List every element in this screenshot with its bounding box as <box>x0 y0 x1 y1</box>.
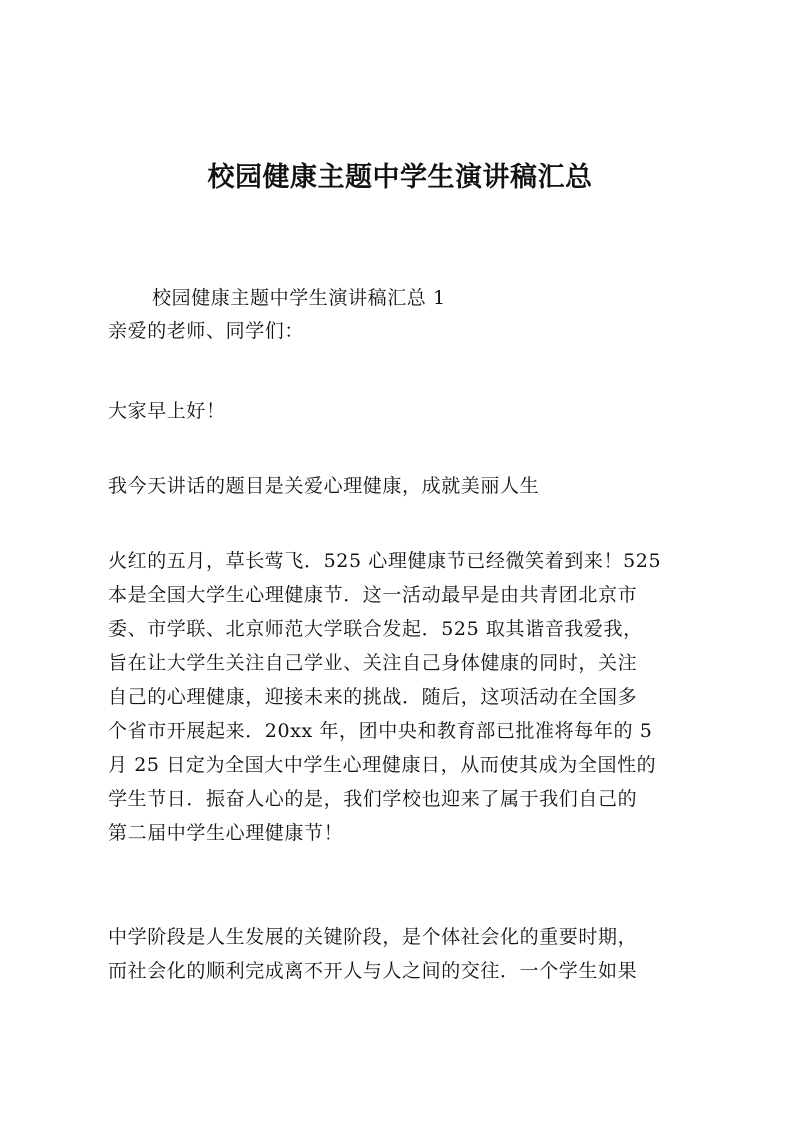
paragraph-line: 本是全国大学生心理健康节．这一活动最早是由共青团北京市 <box>108 584 638 606</box>
subtitle-line: 校园健康主题中学生演讲稿汇总 1 <box>152 287 446 309</box>
paragraph-line: 而社会化的顺利完成离不开人与人之间的交往．一个学生如果 <box>108 960 638 982</box>
body-paragraph-2 <box>108 920 698 988</box>
paragraph-line: 中学阶段是人生发展的关键阶段，是个体社会化的重要时期， <box>108 926 638 948</box>
speech-subtitle <box>108 281 698 315</box>
greeting-line: 亲爱的老师、同学们： <box>108 320 305 342</box>
paragraph-line: 委、市学联、北京师范大学联合发起．525 取其谐音我爱我， <box>108 618 643 640</box>
document-title: 校园健康主题中学生演讲稿汇总 <box>207 162 593 193</box>
paragraph-line: 第二届中学生心理健康节！ <box>108 822 344 844</box>
hello-paragraph <box>108 394 698 428</box>
paragraph-line: 月 25 日定为全国大中学生心理健康日，从而使其成为全国性的 <box>108 754 657 776</box>
paragraph-line: 旨在让大学生关注自己学业、关注自己身体健康的同时，关注 <box>108 652 638 674</box>
paragraph-line: 个省市开展起来．20xx 年，团中央和教育部已批准将每年的 5 <box>108 720 653 742</box>
hello-line: 大家早上好！ <box>108 400 226 422</box>
paragraph-line: 学生节日．振奋人心的是，我们学校也迎来了属于我们自己的 <box>108 788 638 810</box>
paragraph-line: 火红的五月，草长莺飞．525 心理健康节已经微笑着到来！525 <box>108 550 662 572</box>
body-paragraph-1 <box>108 544 698 850</box>
topic-line: 我今天讲话的题目是关爱心理健康，成就美丽人生 <box>108 475 540 497</box>
paragraph-line: 自己的心理健康，迎接未来的挑战．随后，这项活动在全国多 <box>108 686 638 708</box>
topic-paragraph <box>108 469 698 503</box>
greeting-paragraph <box>108 314 698 348</box>
